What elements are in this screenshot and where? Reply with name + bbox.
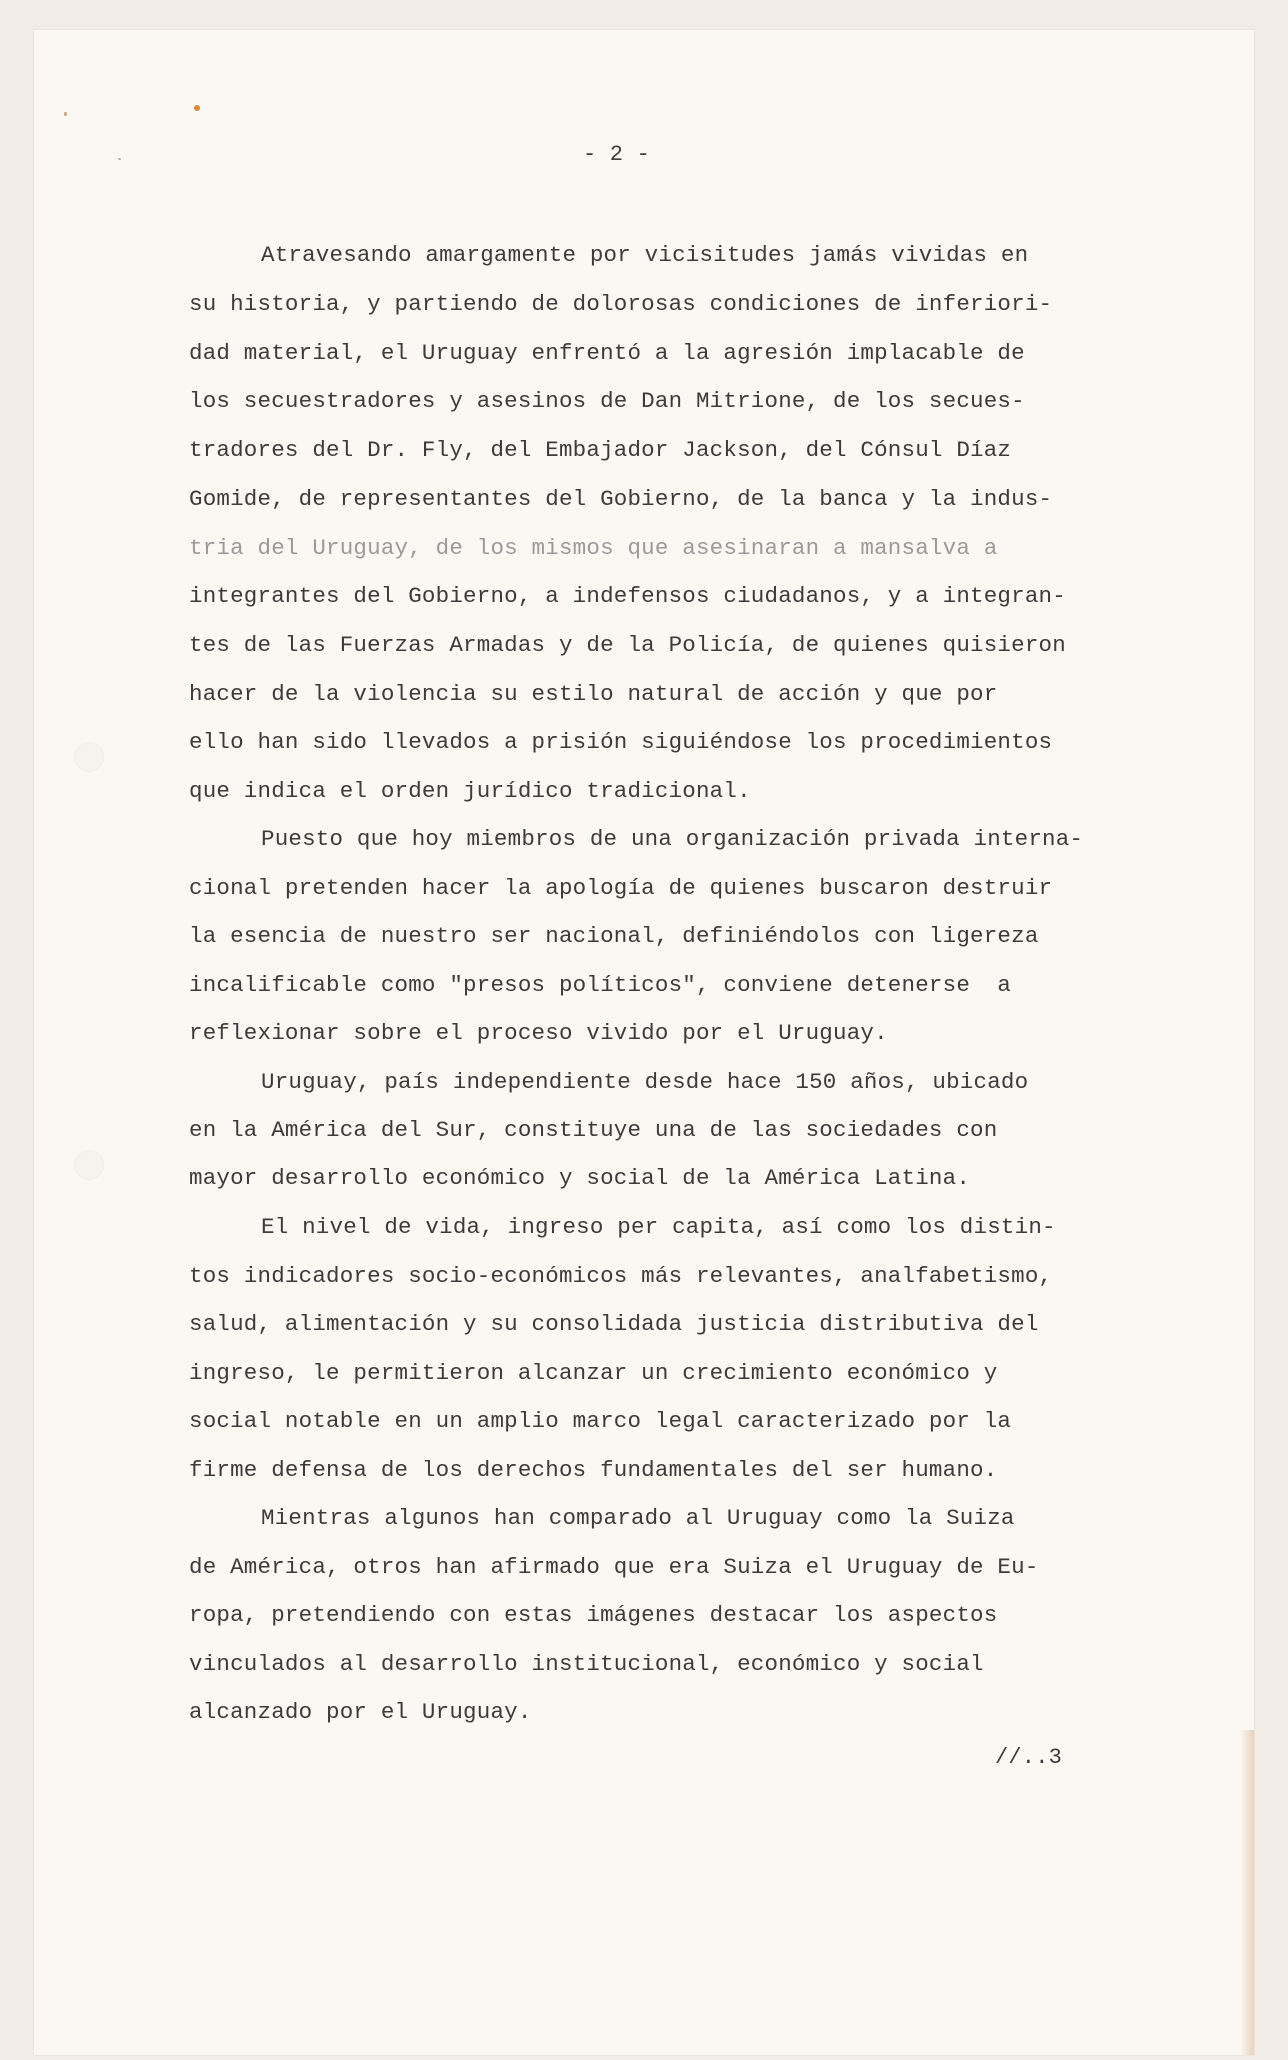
paragraph-5-line-2: de América, otros han afirmado que era Suiza el Uruguay de Eu-: [189, 1554, 1039, 1580]
paragraph-1-line-10: hacer de la violencia su estilo natural de acción y que por: [189, 681, 998, 707]
paper-speck: [64, 112, 67, 116]
paper-speck: [118, 158, 121, 160]
paragraph-1-line-11: ello han sido llevados a prisión siguiéndose los procedimientos: [189, 729, 1053, 755]
paragraph-3-line-1: Uruguay, país independiente desde hace 150 años, ubicado: [261, 1069, 1029, 1095]
paragraph-4-line-1: El nivel de vida, ingreso per capita, así como los distin-: [261, 1214, 1056, 1240]
paragraph-5-line-3: ropa, pretendiendo con estas imágenes destacar los aspectos: [189, 1602, 998, 1628]
paragraph-1-line-7: tria del Uruguay, de los mismos que asesinaran a mansalva a: [189, 535, 998, 561]
paragraph-5-line-4: vinculados al desarrollo institucional, económico y social: [189, 1651, 984, 1677]
paragraph-2-line-2: cional pretenden hacer la apología de quienes buscaron destruir: [189, 875, 1053, 901]
paragraph-4-line-6: firme defensa de los derechos fundamentales del ser humano.: [189, 1457, 998, 1483]
paragraph-1-line-1: Atravesando amargamente por vicisitudes jamás vividas en: [261, 242, 1029, 268]
paragraph-2-line-3: la esencia de nuestro ser nacional, definiéndolos con ligereza: [189, 923, 1039, 949]
paragraph-1-line-3: dad material, el Uruguay enfrentó a la agresión implacable de: [189, 340, 1025, 366]
paragraph-3-line-3: mayor desarrollo económico y social de la América Latina.: [189, 1165, 971, 1191]
paragraph-2-line-4: incalificable como "presos políticos", conviene detenerse a: [189, 972, 1012, 998]
paragraph-1-line-9: tes de las Fuerzas Armadas y de la Policía, de quienes quisieron: [189, 632, 1066, 658]
paragraph-2-line-1: Puesto que hoy miembros de una organización privada interna-: [261, 826, 1084, 852]
paragraph-2-line-5: reflexionar sobre el proceso vivido por el Uruguay.: [189, 1020, 888, 1046]
paragraph-1-line-5: tradores del Dr. Fly, del Embajador Jackson, del Cónsul Díaz: [189, 437, 1012, 463]
paragraph-1-line-2: su historia, y partiendo de dolorosas condiciones de inferiori-: [189, 291, 1053, 317]
paragraph-4-line-2: tos indicadores socio-económicos más relevantes, analfabetismo,: [189, 1263, 1053, 1289]
paragraph-4-line-3: salud, alimentación y su consolidada justicia distributiva del: [189, 1311, 1039, 1337]
paragraph-3-line-2: en la América del Sur, constituye una de las sociedades con: [189, 1117, 998, 1143]
continuation-mark: //..3: [995, 1745, 1063, 1770]
punch-hole-top: [74, 742, 104, 772]
paper-speck: [194, 105, 200, 111]
punch-hole-bottom: [74, 1150, 104, 1180]
paragraph-5-line-1: Mientras algunos han comparado al Uruguay como la Suiza: [261, 1505, 1015, 1531]
paper-stain: [1240, 1730, 1254, 2055]
paragraph-4-line-4: ingreso, le permitieron alcanzar un crecimiento económico y: [189, 1360, 998, 1386]
paragraph-1-line-12: que indica el orden jurídico tradicional.: [189, 778, 751, 804]
paragraph-1-line-4: los secuestradores y asesinos de Dan Mitrione, de los secues-: [189, 388, 1025, 414]
paragraph-4-line-5: social notable en un amplio marco legal caracterizado por la: [189, 1408, 1012, 1434]
page-number: - 2 -: [583, 142, 651, 167]
paragraph-1-line-8: integrantes del Gobierno, a indefensos ciudadanos, y a integran-: [189, 583, 1066, 609]
paragraph-5-line-5: alcanzado por el Uruguay.: [189, 1699, 532, 1725]
paragraph-1-line-6: Gomide, de representantes del Gobierno, de la banca y la indus-: [189, 486, 1053, 512]
